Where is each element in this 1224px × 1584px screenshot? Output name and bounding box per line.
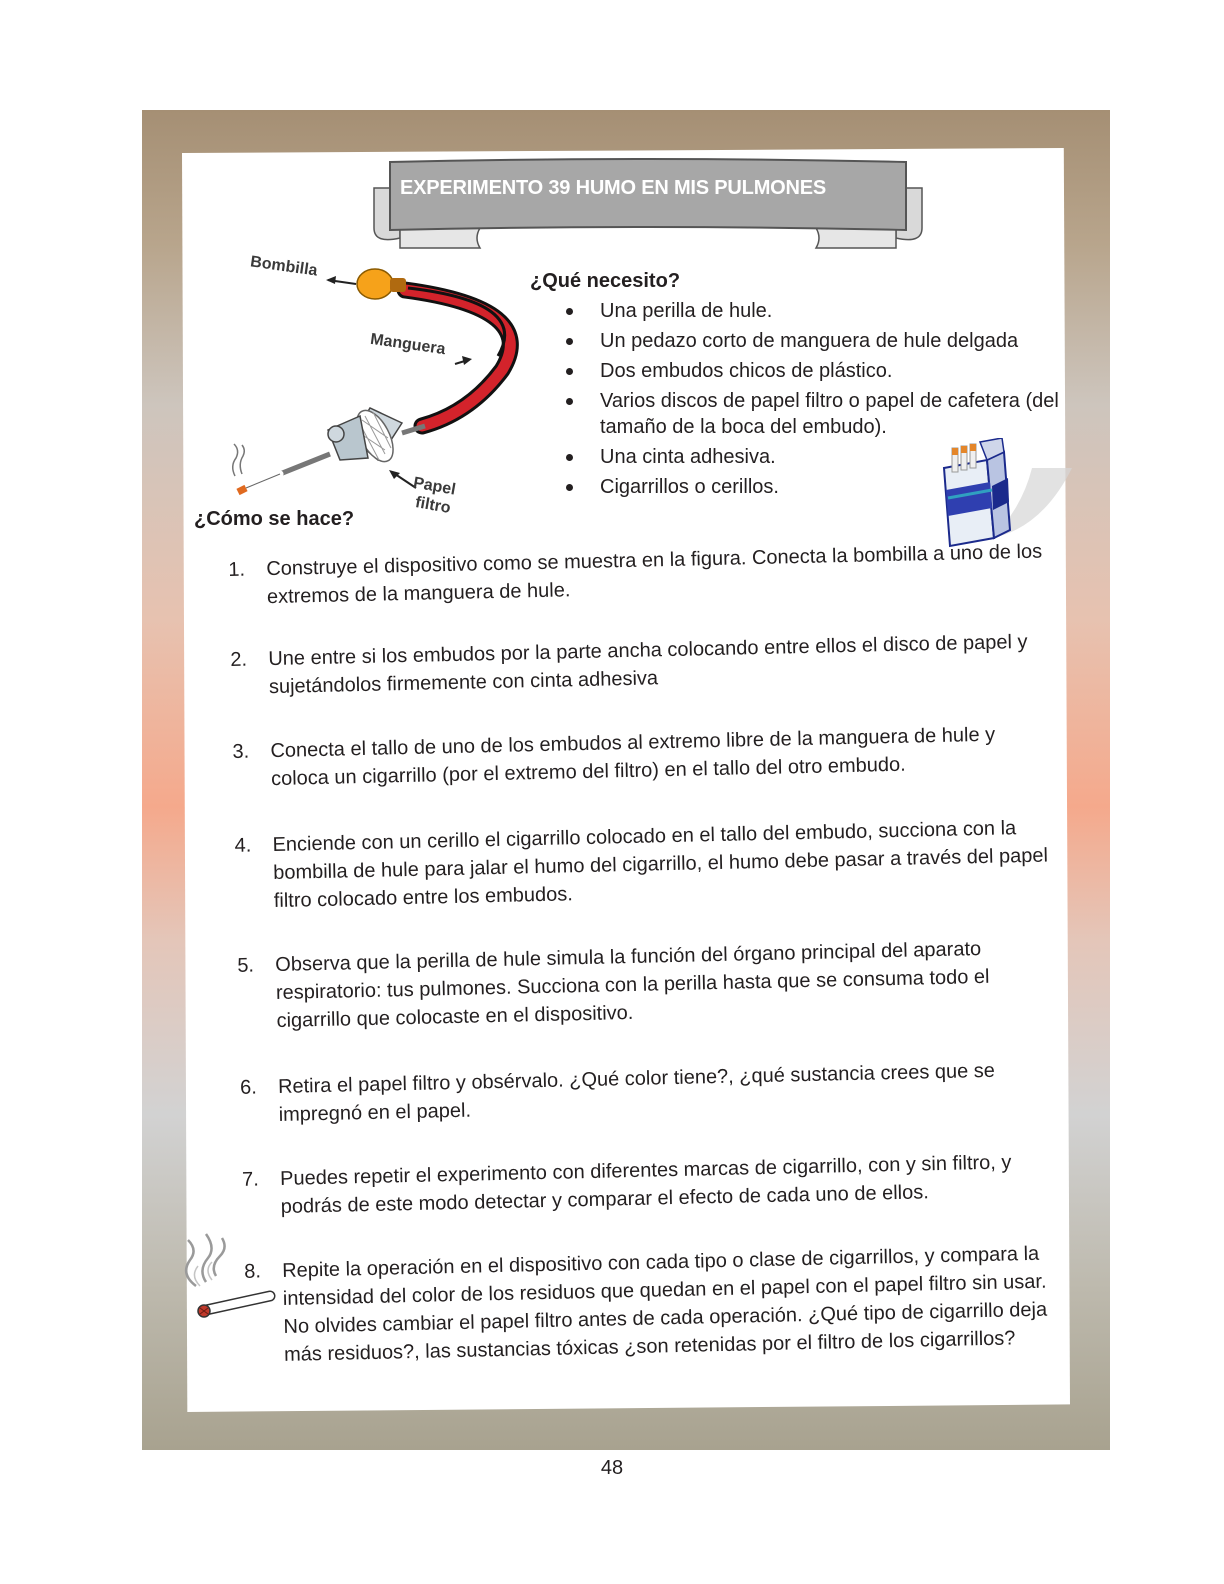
step-item — [230, 627, 1049, 702]
material-item: Cigarrillos o cerillos. — [560, 474, 1060, 500]
step-text: Une entre si los embudos por la parte ancha colocando entre ellos el disco de papel y sujetándolos firmemente con cinta adhesiva — [268, 630, 1028, 699]
step-item — [242, 1147, 1061, 1222]
step-text: Puedes repetir el experimento con diferentes marcas de cigarrillo, con y sin filtro, y podrás de este modo detectar y comparar el efecto de cada uno de ellos. — [279, 1151, 1012, 1218]
label-papel: Papel — [411, 474, 457, 499]
smoking-cigarette-icon — [176, 1226, 276, 1330]
step-text: Enciende con un cerillo el cigarrillo colocado en el tallo del embudo, succiona con la bombilla de hule para jalar el humo del cigarrillo, el humo debe pasar a través del papel filtro colocado entre los embudos. — [272, 817, 1049, 913]
step-item — [240, 1055, 1059, 1130]
cigarette-icon — [238, 474, 280, 492]
title-banner — [370, 158, 926, 250]
step-item — [244, 1239, 1064, 1370]
step-number: 6. — [239, 1076, 258, 1099]
step-number: 4. — [234, 834, 252, 857]
material-item: Varios discos de papel filtro o papel de cafetera (del tamaño de la boca del embudo). — [560, 388, 1060, 440]
material-item: Una cinta adhesiva. — [560, 444, 1060, 470]
device-illustration — [180, 248, 540, 548]
materials-heading: ¿Qué necesito? — [530, 270, 681, 292]
step-number: 1. — [228, 558, 246, 581]
step-number: 2. — [230, 648, 248, 671]
step-number: 8. — [243, 1260, 262, 1283]
step-text: Conecta el tallo de uno de los embudos al extremo libre de la manguera de hule y coloca un cigarrillo (por el extremo del filtro) en el tallo del otro embudo. — [270, 723, 996, 791]
material-item: Un pedazo corto de manguera de hule delgada — [560, 328, 1060, 354]
step-number: 7. — [241, 1168, 260, 1191]
funnel-filter-icon — [328, 405, 402, 468]
steps-list — [228, 537, 1064, 1369]
step-item — [232, 719, 1051, 794]
label-filtro: filtro — [413, 494, 452, 517]
cigarette-pack-icon — [932, 438, 1072, 548]
material-item: Dos embudos chicos de plástico. — [560, 358, 1060, 384]
step-item — [237, 933, 1057, 1036]
label-bombilla: Bombilla — [249, 253, 319, 280]
material-item: Una perilla de hule. — [560, 298, 1060, 324]
step-number: 3. — [232, 740, 250, 763]
step-text: Retira el papel filtro y obsérvalo. ¿Qué color tiene?, ¿qué sustancia crees que se impregnó en el papel. — [277, 1059, 996, 1126]
page-number: 48 — [600, 1457, 624, 1479]
step-number: 5. — [237, 954, 255, 977]
label-manguera: Manguera — [369, 330, 447, 359]
step-item — [234, 813, 1054, 916]
how-to-heading: ¿Cómo se hace? — [194, 508, 355, 530]
step-text: Construye el dispositivo como se muestra en la figura. Conecta la bombilla a uno de los extremos de la manguera de hule. — [266, 540, 1043, 609]
step-text: Observa que la perilla de hule simula la función del órgano principal del aparato respiratorio: tus pulmones. Succiona con la perilla hasta que se consuma todo el cigarrillo que colocaste en el dispositivo. — [275, 938, 990, 1033]
step-text: Repite la operación en el dispositivo con cada tipo o clase de cigarrillos, y compara la intensidad del color de los residuos que quedan en el papel con el papel filtro sin usar. No olvides cambiar el papel filtro antes de cada operación. ¿Qué tipo de cigarrillo deja más residuos?, las sustancias tóxicas ¿son retenidas por el filtro de los cigarrillos? — [281, 1242, 1048, 1366]
experiment-title: EXPERIMENTO 39 HUMO EN MIS PULMONES — [400, 177, 827, 199]
